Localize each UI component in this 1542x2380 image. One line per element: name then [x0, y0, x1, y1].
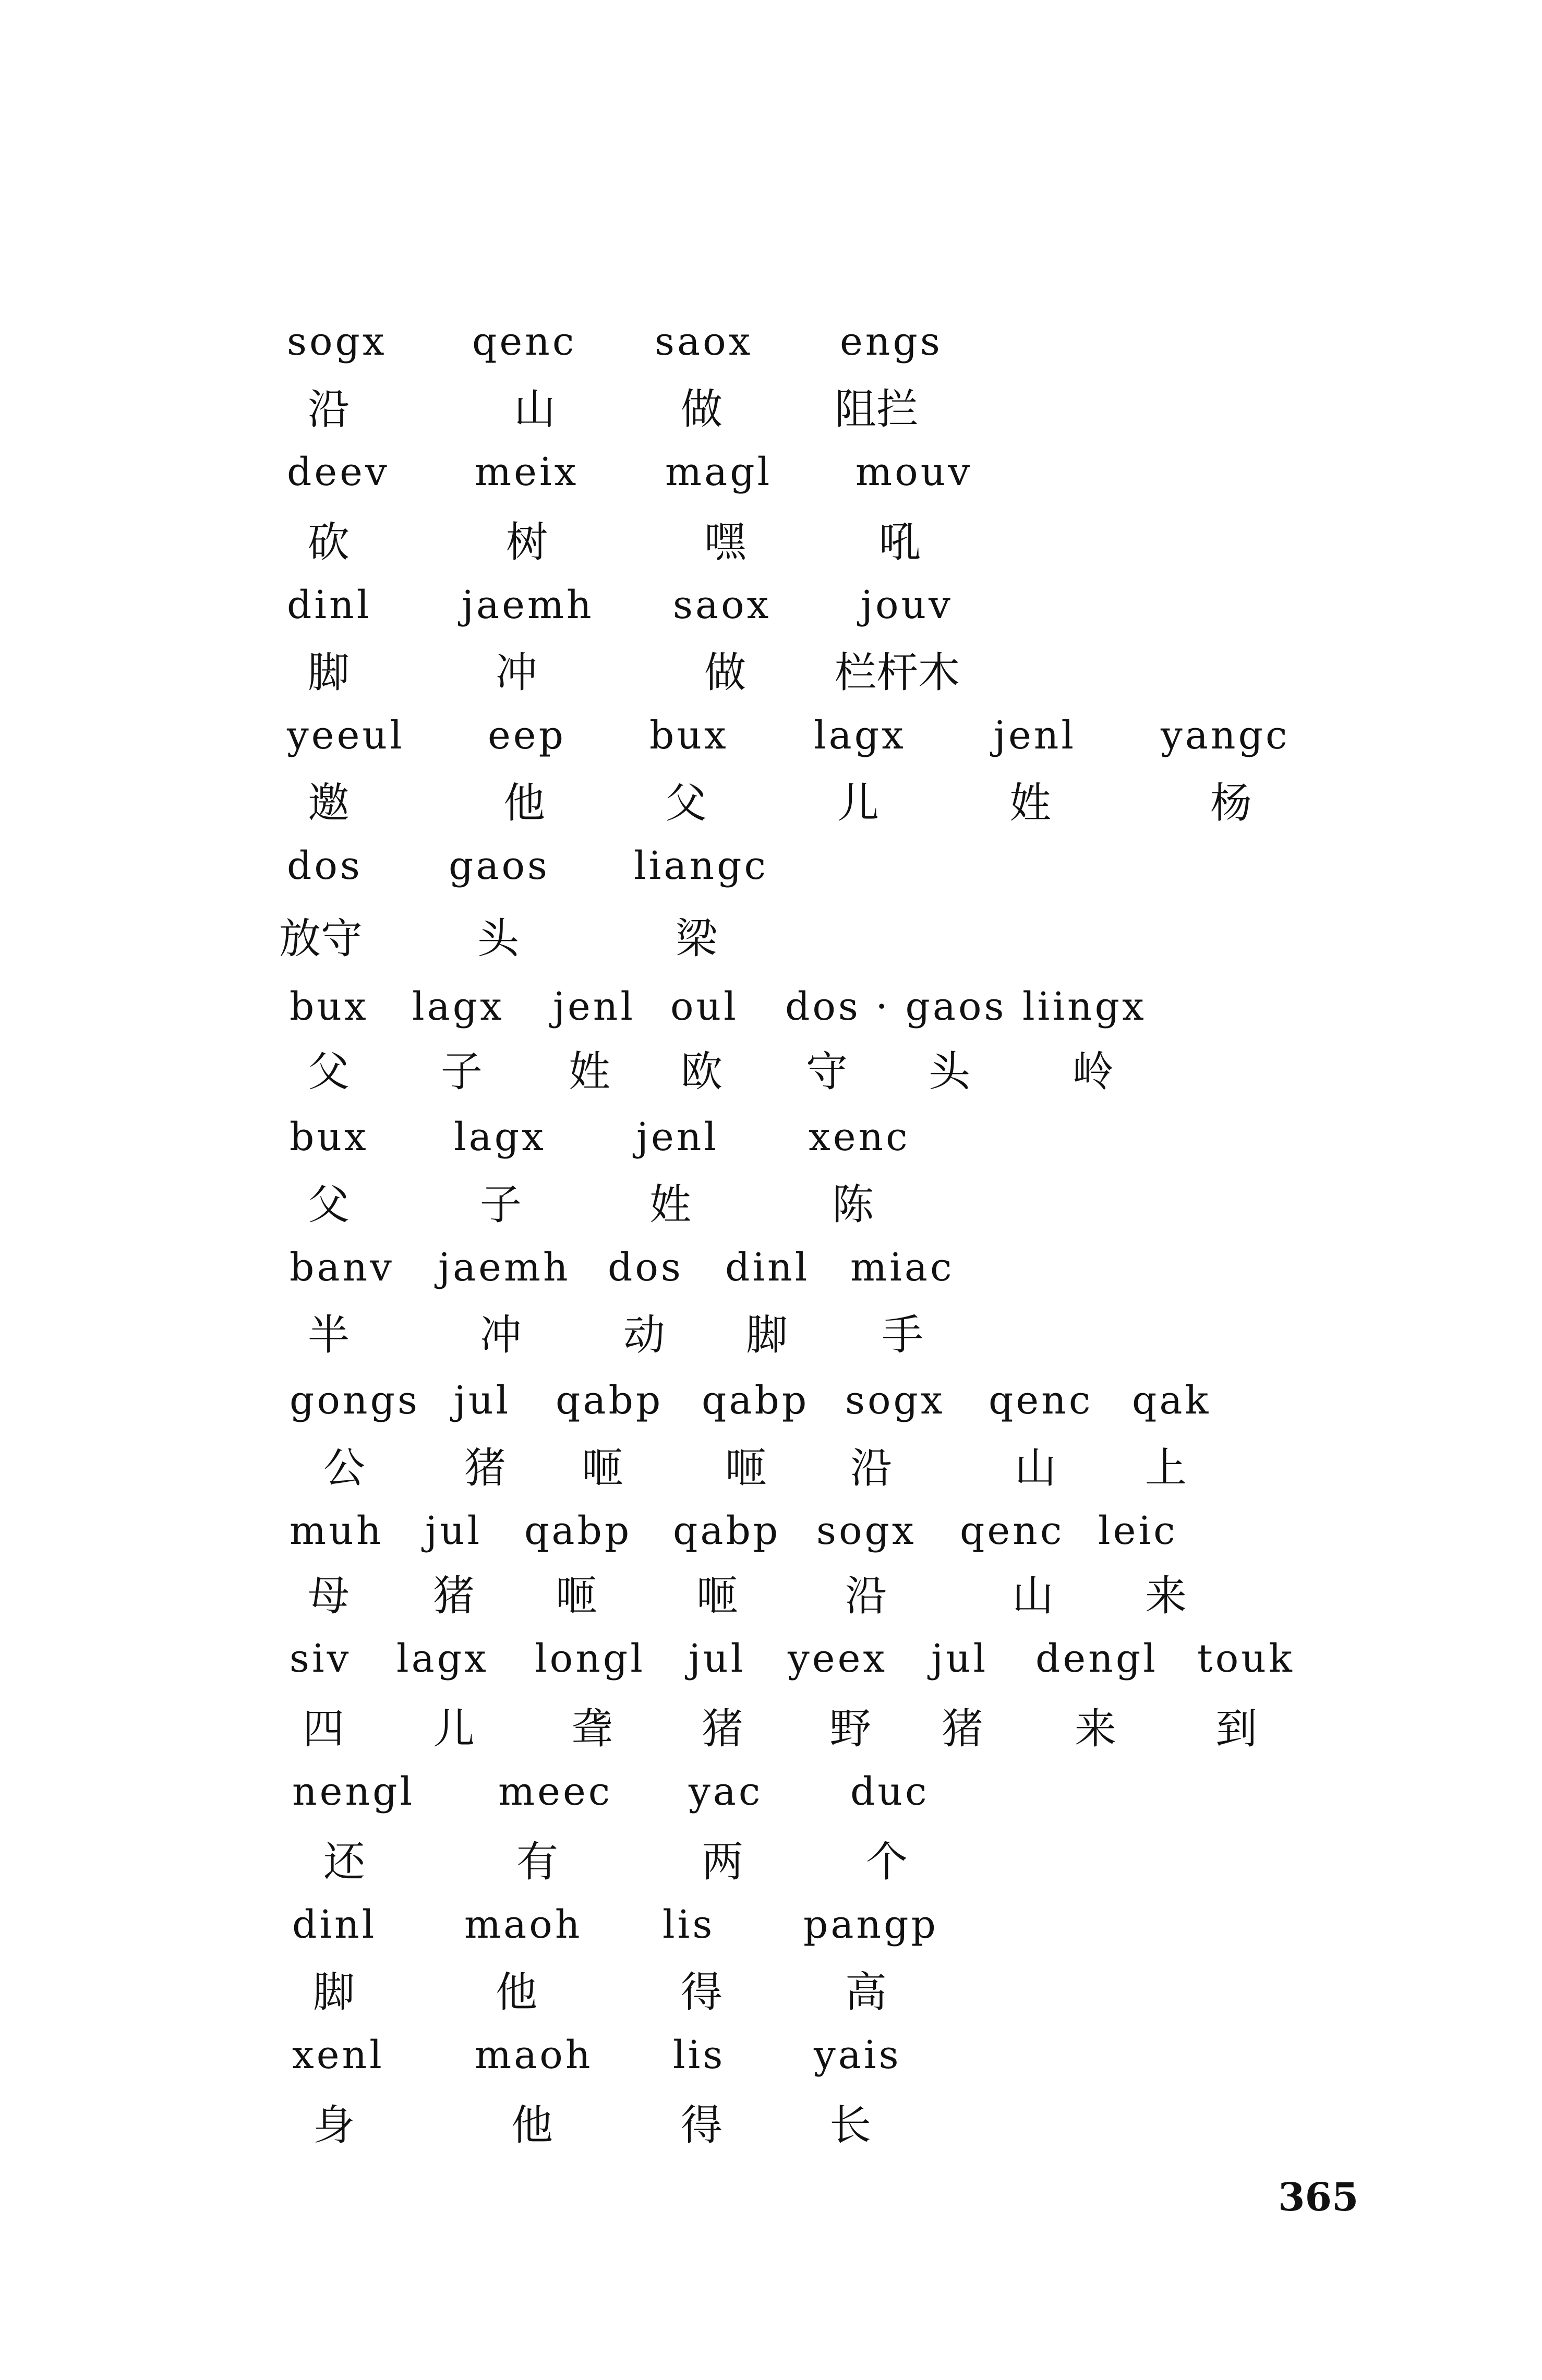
romanized-word: sogx: [816, 1508, 917, 1553]
romanized-word: maoh: [464, 1902, 583, 1947]
romanized-word: yac: [689, 1769, 763, 1814]
romanized-word: jul: [931, 1636, 989, 1681]
gloss-word: 猪: [942, 1705, 983, 1753]
romanized-word: leic: [1098, 1508, 1178, 1553]
romanized-word: qenc: [960, 1508, 1065, 1553]
romanized-word: lis: [673, 2033, 726, 2077]
romanized-word: pangp: [803, 1902, 938, 1947]
romanized-word: qabp: [673, 1508, 781, 1553]
gloss-word: 半: [308, 1311, 350, 1359]
romanized-word: jul: [689, 1636, 746, 1681]
romanized-word: bux: [290, 1115, 369, 1159]
romanized-word: yangc: [1161, 713, 1290, 758]
gloss-word: 冲: [480, 1311, 522, 1359]
romanized-word: qenc: [989, 1378, 1093, 1423]
romanized-word: jenl: [994, 713, 1077, 758]
romanized-word: meix: [475, 450, 579, 494]
romanized-word: liingx: [1022, 984, 1147, 1029]
gloss-word: 长: [829, 2101, 871, 2149]
gloss-word: 他: [496, 1968, 537, 2016]
gloss-word: 阻拦: [835, 385, 918, 433]
gloss-word: 山: [514, 385, 556, 433]
gloss-word: 脚: [308, 648, 350, 697]
romanized-word: jul: [454, 1378, 511, 1423]
romanized-word: deev: [287, 450, 390, 494]
romanized-word: liangc: [634, 843, 768, 888]
romanized-word: yeex: [788, 1636, 888, 1681]
gloss-word: 公: [323, 1444, 365, 1492]
romanized-word: saox: [673, 583, 772, 627]
gloss-word: 山: [1012, 1572, 1054, 1620]
gloss-word: 猪: [433, 1572, 475, 1620]
romanized-word: dinl: [725, 1245, 810, 1290]
gloss-word: 咂: [725, 1444, 767, 1492]
gloss-word: 姓: [649, 1180, 691, 1229]
romanized-word: qabp: [524, 1508, 632, 1553]
gloss-word: 父: [308, 1047, 350, 1096]
romanized-word: nengl: [292, 1769, 415, 1814]
romanized-word: dos: [608, 1245, 683, 1290]
romanized-word: xenc: [809, 1115, 910, 1159]
romanized-word: jenl: [553, 984, 636, 1029]
gloss-word: 沿: [850, 1444, 892, 1492]
gloss-word: 邀: [308, 779, 350, 827]
page-number: 365: [1278, 2175, 1359, 2220]
romanized-word: dinl: [292, 1902, 377, 1947]
gloss-word: 沿: [308, 385, 350, 433]
gloss-word: 得: [681, 2101, 722, 2149]
romanized-word: qabp: [556, 1378, 664, 1423]
gloss-word: 得: [681, 1968, 722, 2016]
gloss-word: 咂: [556, 1572, 597, 1620]
gloss-word: 父: [308, 1180, 350, 1229]
romanized-word: dinl: [287, 583, 372, 627]
gloss-word: 身: [313, 2101, 355, 2149]
romanized-word: miac: [850, 1245, 955, 1290]
romanized-word: dos · gaos: [785, 984, 1007, 1029]
gloss-word: 动: [623, 1311, 665, 1359]
gloss-word: 高: [845, 1968, 887, 2016]
gloss-word: 山: [1015, 1444, 1056, 1492]
romanized-word: muh: [290, 1508, 384, 1553]
romanized-word: yeeul: [287, 713, 405, 758]
gloss-word: 儿: [837, 779, 879, 827]
romanized-word: jenl: [636, 1115, 719, 1159]
romanized-word: qabp: [702, 1378, 810, 1423]
gloss-word: 吼: [879, 518, 921, 566]
gloss-word: 头: [477, 914, 519, 963]
gloss-word: 有: [516, 1838, 558, 1886]
gloss-word: 咂: [696, 1572, 738, 1620]
gloss-word: 头: [929, 1047, 970, 1096]
gloss-word: 来: [1145, 1572, 1187, 1620]
gloss-word: 树: [506, 518, 548, 566]
romanized-word: dos: [287, 843, 363, 888]
gloss-word: 脚: [313, 1968, 355, 2016]
romanized-word: qenc: [472, 319, 577, 364]
romanized-word: gaos: [449, 843, 550, 888]
gloss-word: 冲: [496, 648, 537, 697]
gloss-word: 母: [308, 1572, 350, 1620]
romanized-word: longl: [535, 1636, 645, 1681]
gloss-word: 姓: [569, 1047, 610, 1096]
romanized-word: engs: [840, 319, 943, 364]
gloss-word: 四: [303, 1705, 344, 1753]
romanized-word: siv: [290, 1636, 352, 1681]
gloss-word: 沿: [845, 1572, 887, 1620]
romanized-word: sogx: [287, 319, 387, 364]
gloss-word: 砍: [308, 518, 350, 566]
romanized-word: jaemh: [438, 1245, 571, 1290]
romanized-word: eep: [488, 713, 566, 758]
romanized-word: bux: [290, 984, 369, 1029]
romanized-word: lagx: [412, 984, 504, 1029]
romanized-word: saox: [655, 319, 753, 364]
romanized-word: sogx: [845, 1378, 945, 1423]
gloss-word: 他: [511, 2101, 553, 2149]
romanized-word: lagx: [814, 713, 906, 758]
gloss-word: 咂: [582, 1444, 623, 1492]
gloss-word: 还: [323, 1838, 365, 1886]
romanized-word: meec: [498, 1769, 613, 1814]
gloss-word: 上: [1145, 1444, 1187, 1492]
romanized-word: xenl: [292, 2033, 384, 2077]
gloss-word: 他: [503, 779, 545, 827]
romanized-word: banv: [290, 1245, 394, 1290]
romanized-word: yais: [814, 2033, 901, 2077]
gloss-word: 子: [480, 1180, 522, 1229]
gloss-word: 个: [866, 1838, 908, 1886]
romanized-word: jaemh: [462, 583, 594, 627]
gloss-word: 两: [702, 1838, 743, 1886]
gloss-word: 杨: [1210, 779, 1252, 827]
romanized-word: lagx: [396, 1636, 489, 1681]
gloss-word: 到: [1215, 1705, 1257, 1753]
gloss-word: 猪: [464, 1444, 506, 1492]
gloss-word: 聋: [571, 1705, 613, 1753]
gloss-word: 陈: [832, 1180, 874, 1229]
gloss-line: [0, 2094, 1542, 2178]
gloss-word: 猪: [702, 1705, 743, 1753]
romanized-word: maoh: [475, 2033, 593, 2077]
gloss-word: 儿: [433, 1705, 475, 1753]
romanized-word: bux: [649, 713, 729, 758]
romanized-word: dengl: [1035, 1636, 1158, 1681]
gloss-word: 脚: [746, 1311, 788, 1359]
gloss-word: 嘿: [704, 518, 746, 566]
gloss-word: 守: [806, 1047, 848, 1096]
gloss-word: 做: [704, 648, 746, 697]
gloss-word: 子: [441, 1047, 483, 1096]
gloss-word: 放守: [279, 914, 363, 963]
gloss-word: 手: [882, 1311, 923, 1359]
gloss-word: 来: [1075, 1705, 1116, 1753]
romanized-word: duc: [850, 1769, 930, 1814]
romanized-word: gongs: [290, 1378, 420, 1423]
romanized-word: mouv: [856, 450, 973, 494]
gloss-word: 岭: [1072, 1047, 1114, 1096]
romanized-word: magl: [665, 450, 773, 494]
romanized-word: qak: [1132, 1378, 1211, 1423]
gloss-word: 野: [829, 1705, 871, 1753]
romanized-word: touk: [1197, 1636, 1295, 1681]
romanized-word: jouv: [861, 583, 953, 627]
gloss-word: 姓: [1009, 779, 1051, 827]
gloss-word: 梁: [676, 914, 717, 963]
romanized-word: lis: [662, 1902, 715, 1947]
romanized-word: oul: [670, 984, 739, 1029]
gloss-word: 欧: [681, 1047, 722, 1096]
gloss-word: 父: [665, 779, 707, 827]
gloss-word: 做: [681, 385, 722, 433]
gloss-word: 栏杆木: [835, 648, 960, 697]
romanized-word: lagx: [454, 1115, 546, 1159]
romanized-word: jul: [425, 1508, 483, 1553]
